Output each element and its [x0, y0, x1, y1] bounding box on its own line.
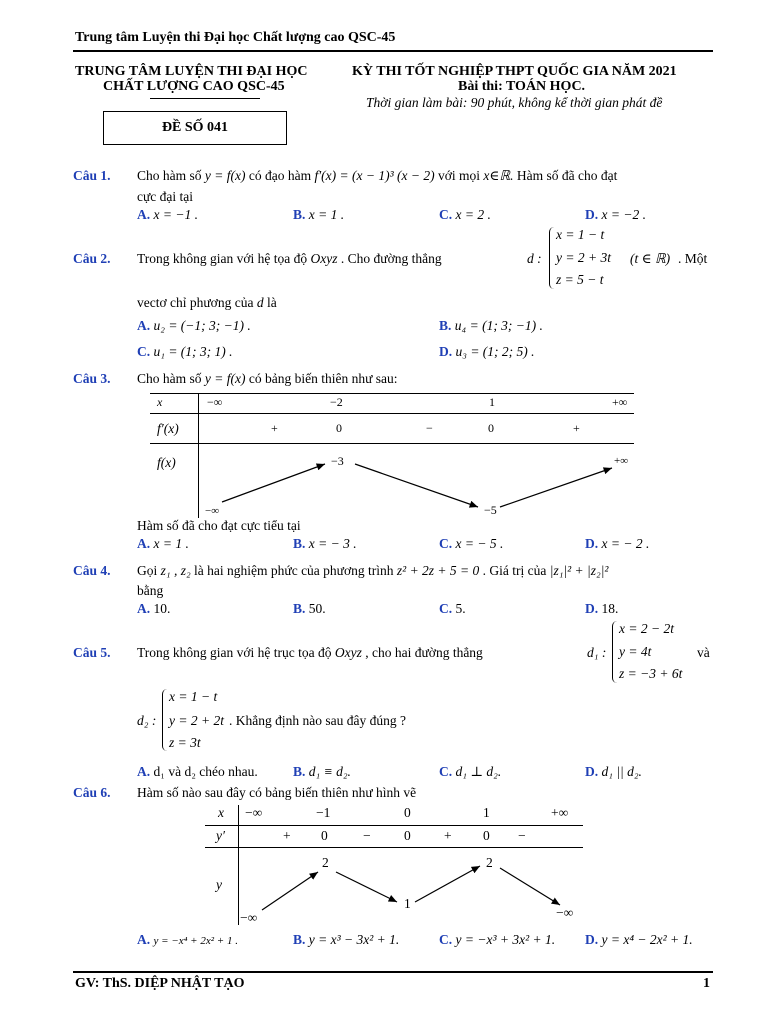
- running-header: Trung tâm Luyện thi Đại học Chất lượng cao QSC-45: [75, 30, 396, 45]
- footer-teacher: GV: ThS. DIỆP NHẬT TẠO: [75, 976, 245, 991]
- q2-text-e: . Một: [678, 251, 708, 266]
- exam-duration: Thời gian làm bài: 90 phút, không kể thời gian phát đề: [366, 95, 663, 110]
- q6-y-3: 2: [486, 855, 493, 870]
- q3-x-0: −∞: [207, 395, 223, 409]
- q6-sign-3: 0: [404, 828, 411, 843]
- q6-sign-0: +: [283, 828, 291, 843]
- exam-code-box: ĐỀ SỐ 041: [103, 111, 287, 145]
- footer-page-number: 1: [703, 976, 710, 991]
- question-6-label: Câu 6.: [73, 785, 111, 800]
- q2-option-d: D. u₃ = (1; 2; 5) .: [439, 344, 535, 359]
- q5-sys2-z: z = 3t: [169, 735, 201, 750]
- q4-option-a: A. 10.: [137, 601, 171, 616]
- q2-line-name: d :: [527, 251, 542, 266]
- center-name-line1: TRUNG TÂM LUYỆN THI ĐẠI HỌC: [75, 64, 308, 79]
- q5-sys1-y: y = 4t: [619, 644, 652, 659]
- q6-option-a: A. y = −x⁴ + 2x² + 1 .: [137, 932, 238, 947]
- q6-stem: Hàm số nào sau đây có bảng biến thiên như hình vẽ: [137, 785, 417, 800]
- q5-sys1-x: x = 2 − 2t: [619, 621, 674, 636]
- q3-x-2: 1: [489, 395, 495, 409]
- question-3-stem: Cho hàm số y = f(x) có bảng biến thiên như sau:: [137, 371, 398, 386]
- q6-x-2: 0: [404, 805, 411, 820]
- q5-text-and: và: [697, 645, 710, 660]
- q1-option-c: C. x = 2 .: [439, 207, 491, 222]
- q5-d1-name: d₁ :: [587, 645, 607, 660]
- exam-title: KỲ THI TỐT NGHIỆP THPT QUỐC GIA NĂM 2021: [352, 64, 677, 79]
- question-3-label: Câu 3.: [73, 371, 111, 386]
- exam-subject: Bài thi: TOÁN HỌC.: [458, 79, 586, 94]
- q3-row-fp: f′(x): [157, 421, 179, 436]
- q3-f-2: −5: [484, 503, 497, 517]
- q1-option-b: B. x = 1 .: [293, 207, 345, 222]
- q5-sys2-x: x = 1 − t: [169, 689, 218, 704]
- q3-sign-3: 0: [488, 421, 494, 435]
- q5-sys1-z: z = −3 + 6t: [619, 666, 683, 681]
- q6-sign-1: 0: [321, 828, 328, 843]
- q2-option-c: C. u₁ = (1; 3; 1) .: [137, 344, 233, 359]
- q3-option-d: D. x = − 2 .: [585, 536, 650, 551]
- question-4-stem: Gọi z₁ , z₂ là hai nghiệm phức của phương trình z² + 2z + 5 = 0 . Giá trị của |z₁|² + |z₂|²: [137, 563, 609, 578]
- q3-f-1: −3: [331, 454, 344, 468]
- q2-oxyz: Oxyz: [310, 251, 338, 266]
- q6-x-1: −1: [316, 805, 331, 820]
- q1-option-d: D. x = −2 .: [585, 207, 646, 222]
- q5-sys2-y: y = 2 + 2t: [169, 713, 224, 728]
- q1-stem-line2: cực đại tại: [137, 189, 194, 204]
- q4-option-c: C. 5.: [439, 601, 466, 616]
- q4-stem-line2: bằng: [137, 583, 164, 598]
- q3-sign-2: −: [426, 421, 433, 435]
- question-5-label: Câu 5.: [73, 645, 111, 660]
- q2-option-a: A. u₂ = (−1; 3; −1) .: [137, 318, 251, 333]
- q5-option-c: C. d₁ ⊥ d₂.: [439, 764, 502, 779]
- q1-text-g: Hàm số đã cho đạt: [516, 168, 618, 183]
- q6-x-0: −∞: [245, 805, 263, 820]
- q5-option-b: B. d₁ ≡ d₂.: [293, 764, 351, 779]
- q3-x-1: −2: [330, 395, 343, 409]
- question-4-label: Câu 4.: [73, 563, 111, 578]
- q6-sign-4: +: [444, 828, 452, 843]
- q6-x-4: +∞: [551, 805, 569, 820]
- q6-y-2: 1: [404, 896, 411, 911]
- q6-row-x: x: [218, 805, 224, 820]
- q3-option-c: C. x = − 5 .: [439, 536, 504, 551]
- q1-domain: x∈ℝ.: [483, 168, 514, 183]
- q3-sign-4: +: [573, 421, 580, 435]
- q3-sign-0: +: [271, 421, 278, 435]
- q3-f-0: −∞: [205, 505, 220, 517]
- q3-row-f: f(x): [157, 455, 176, 470]
- question-5-stem: Trong không gian với hệ trục tọa độ Oxyz , cho hai đường thẳng: [137, 645, 483, 660]
- q3-x-3: +∞: [612, 395, 628, 409]
- q3-sign-1: 0: [336, 421, 342, 435]
- q2-sys-y: y = 2 + 3t: [556, 250, 611, 265]
- q6-y-0: −∞: [240, 910, 258, 925]
- q3-row-x: x: [157, 395, 163, 409]
- q6-arrow-3: [415, 866, 480, 902]
- question-1-label: Câu 1.: [73, 168, 111, 183]
- q3-f-3: +∞: [614, 455, 629, 467]
- question-2-label: Câu 2.: [73, 251, 111, 266]
- q6-sign-5: 0: [483, 828, 490, 843]
- q2-sys-z: z = 5 − t: [556, 272, 604, 287]
- q6-x-3: 1: [483, 805, 490, 820]
- q4-option-d: D. 18.: [585, 601, 619, 616]
- q6-y-4: −∞: [556, 905, 574, 920]
- q2-stem-line2: vectơ chỉ phương của d là: [137, 295, 277, 310]
- q6-option-c: C. y = −x³ + 3x² + 1.: [439, 932, 556, 947]
- footer-rule: [73, 971, 713, 973]
- q3-option-b: B. x = − 3 .: [293, 536, 357, 551]
- q6-row-y: y: [216, 877, 222, 892]
- q2-option-b: B. u₄ = (1; 3; −1) .: [439, 318, 543, 333]
- q1-text-e: với mọi: [438, 168, 481, 183]
- q3-stem-after: Hàm số đã cho đạt cực tiểu tại: [137, 518, 301, 533]
- center-name-line2: CHẤT LƯỢNG CAO QSC-45: [103, 79, 285, 94]
- q6-option-d: D. y = x⁴ − 2x² + 1.: [585, 932, 693, 947]
- q6-row-yp: y′: [216, 828, 225, 843]
- q2-text-a: Trong không gian với hệ tọa độ: [137, 251, 308, 266]
- q6-arrow-2: [336, 872, 397, 902]
- q1-derivative: f′(x) = (x − 1)³ (x − 2): [314, 168, 435, 183]
- q6-option-b: B. y = x³ − 3x² + 1.: [293, 932, 400, 947]
- q6-sign-2: −: [363, 828, 371, 843]
- q4-option-b: B. 50.: [293, 601, 326, 616]
- q1-option-a: A. x = −1 .: [137, 207, 198, 222]
- q1-func: y = f(x): [204, 168, 246, 183]
- q6-sign-6: −: [518, 828, 526, 843]
- q6-y-1: 2: [322, 855, 329, 870]
- q2-sys-x: x = 1 − t: [556, 227, 605, 242]
- q5-option-a: A. d₁ và d₂ chéo nhau.: [137, 764, 258, 779]
- q5-d2-name: d₂ :: [137, 713, 157, 728]
- q6-arrow-4: [500, 868, 560, 905]
- q3-option-a: A. x = 1 .: [137, 536, 189, 551]
- q2-param: (t ∈ ℝ): [630, 251, 671, 266]
- q6-arrow-1: [262, 872, 318, 910]
- q1-text-c: có đạo hàm: [248, 168, 312, 183]
- q1-text-a: Cho hàm số: [137, 168, 202, 183]
- q5-option-d: D. d₁ || d₂.: [585, 764, 642, 779]
- q5-text-question: . Khẳng định nào sau đây đúng ?: [229, 713, 406, 728]
- q2-text-c: . Cho đường thẳng: [340, 251, 442, 266]
